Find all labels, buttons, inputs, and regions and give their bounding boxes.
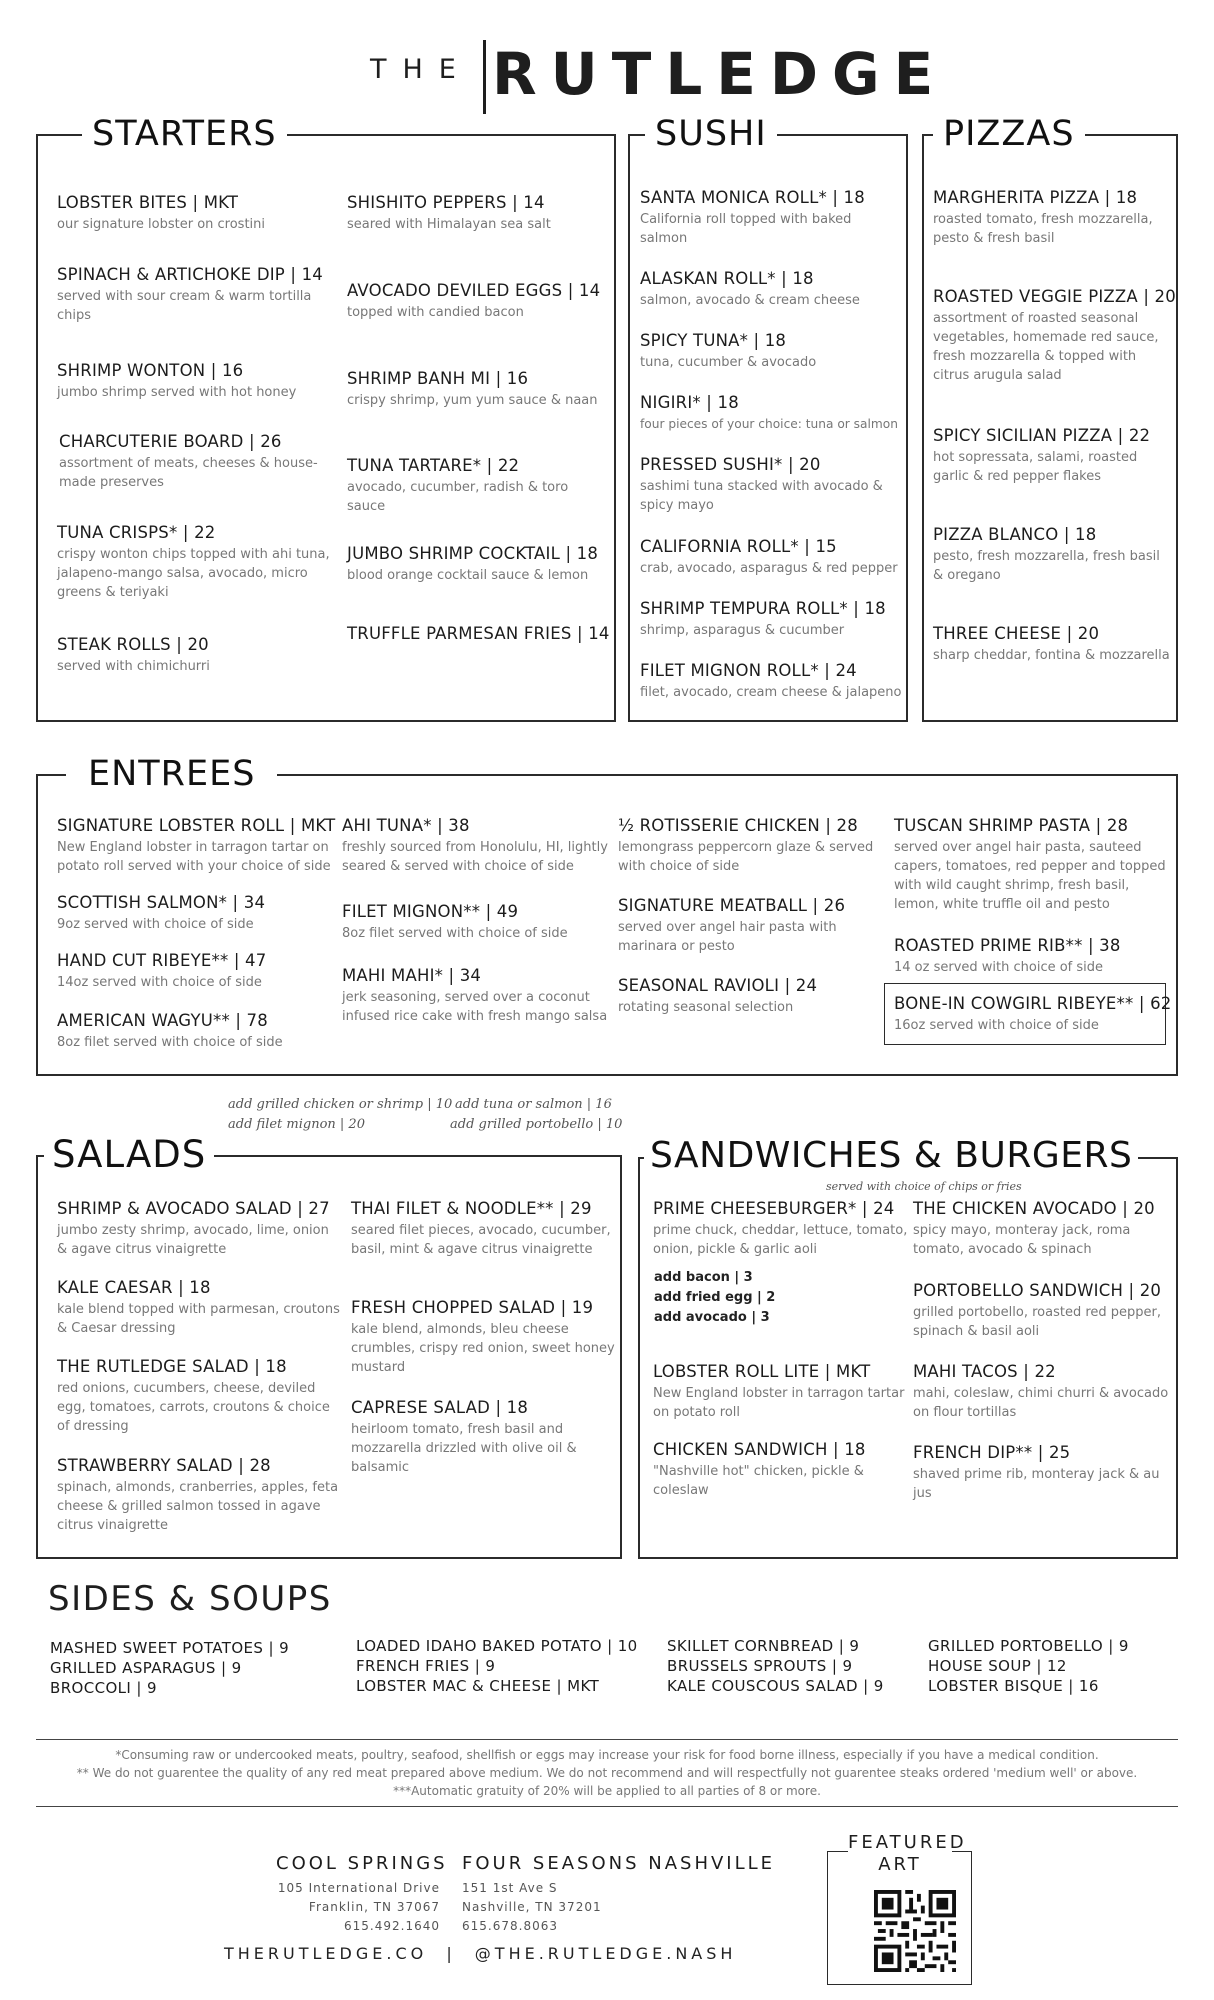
menu-item: SHRIMP BANH MI | 16 crispy shrimp, yum yum sauce & naan [347,369,598,408]
featured-art-title [848,1832,967,1876]
starters-title: STARTERS [82,114,287,154]
menu-item: SHRIMP WONTON | 16 jumbo shrimp served with hot honey [57,361,297,400]
addon-portobello: add grilled portobello | 10 [450,1117,623,1132]
menu-item: SANTA MONICA ROLL* | 18 California roll topped with baked salmon [640,188,865,246]
menu-item: TRUFFLE PARMESAN FRIES | 14 [347,624,610,643]
featured-art-line-2: ART [878,1854,922,1875]
side-item: LOADED IDAHO BAKED POTATO | 10 [356,1637,638,1655]
menu-item: AHI TUNA* | 38 freshly sourced from Honolulu, HI, lightly seared & served with choice of side [342,816,608,874]
menu-item: PRIME CHEESEBURGER* | 24 prime chuck, cheddar, lettuce, tomato, onion, pickle & garlic aoli [653,1199,908,1257]
sides-column-2 [356,1636,638,1696]
menu-item: SEASONAL RAVIOLI | 24 rotating seasonal selection [618,976,818,1015]
sides-title: SIDES & SOUPS [48,1579,332,1619]
menu-item: THE CHICKEN AVOCADO | 20 spicy mayo, monteray jack, roma tomato, avocado & spinach [913,1199,1155,1257]
location-address: 105 International Drive [277,1881,440,1895]
burger-addons [654,1268,804,1328]
location-cool-springs [276,1853,448,1936]
side-item: LOBSTER BISQUE | 16 [928,1677,1099,1695]
menu-item: FILET MIGNON ROLL* | 24 filet, avocado, cream cheese & jalapeno [640,661,902,700]
menu-item: SHRIMP TEMPURA ROLL* | 18 shrimp, asparagus & cucumber [640,599,886,638]
side-item: SKILLET CORNBREAD | 9 [667,1637,860,1655]
location-phone: 615.678.8063 [462,1919,558,1933]
location-title: COOL SPRINGS [276,1853,448,1874]
menu-item: TUSCAN SHRIMP PASTA | 28 served over angel hair pasta, sauteed capers, tomatoes, red pepper and topped with wild caught shrimp, fresh basil, lemon, white truffle oil and pesto [894,816,1166,912]
location-title: FOUR SEASONS NASHVILLE [462,1853,776,1874]
menu-item: CHARCUTERIE BOARD | 26 assortment of meats, cheeses & house-made preserves [59,432,318,490]
menu-item: ½ ROTISSERIE CHICKEN | 28 lemongrass peppercorn glaze & served with choice of side [618,816,874,874]
side-item: FRENCH FRIES | 9 [356,1657,496,1675]
sushi-title: SUSHI [645,114,777,154]
logo-name: RUTLEDGE [492,40,948,108]
side-item: GRILLED ASPARAGUS | 9 [50,1659,242,1677]
menu-item: JUMBO SHRIMP COCKTAIL | 18 blood orange cocktail sauce & lemon [347,544,599,583]
disclaimer-line-2: ** We do not guarentee the quality of any red meat prepared above medium. We do not recommend and will respectfully not guarentee steaks ordered 'medium well' or above. [76,1766,1138,1780]
menu-item: SPINACH & ARTICHOKE DIP | 14 served with sour cream & warm tortilla chips [57,265,323,323]
sandwiches-title: SANDWICHES & BURGERS [644,1135,1138,1177]
menu-item: SCOTTISH SALMON* | 34 9oz served with choice of side [57,893,266,932]
instagram-link[interactable]: @THE.RUTLEDGE.NASH [474,1944,737,1963]
entrees-title: ENTREES [66,754,277,794]
addon-chicken-shrimp: add grilled chicken or shrimp | 10 [228,1097,453,1112]
side-item: BROCCOLI | 9 [50,1679,157,1697]
menu-item: PRESSED SUSHI* | 20 sashimi tuna stacked with avocado & spicy mayo [640,455,883,513]
restaurant-logo [370,38,948,118]
menu-item: SIGNATURE LOBSTER ROLL | MKT New England lobster in tarragon tartar on potato roll served with your choice of side [57,816,336,874]
addon-filet: add filet mignon | 20 [228,1117,365,1132]
menu-item: TUNA CRISPS* | 22 crispy wonton chips topped with ahi tuna, jalapeno-mango salsa, avocado, micro greens & teriyaki [57,523,330,600]
disclaimer [36,1746,1178,1800]
sides-column-1 [50,1638,289,1698]
menu-item: SPICY SICILIAN PIZZA | 22 hot sopressata, salami, roasted garlic & red pepper flakes [933,426,1151,484]
menu-item: AMERICAN WAGYU** | 78 8oz filet served with choice of side [57,1011,283,1050]
pizzas-title: PIZZAS [933,114,1085,154]
side-item: GRILLED PORTOBELLO | 9 [928,1637,1129,1655]
footer-links [224,1944,736,1963]
addon-fried-egg: add fried egg | 2 [654,1290,776,1305]
location-four-seasons [462,1853,775,1936]
menu-item: CALIFORNIA ROLL* | 15 crab, avocado, asparagus & red pepper [640,537,898,576]
featured-art-line-1: FEATURED [848,1832,967,1853]
side-item: MASHED SWEET POTATOES | 9 [50,1639,290,1657]
location-phone: 615.492.1640 [344,1919,440,1933]
menu-item: ROASTED VEGGIE PIZZA | 20 assortment of roasted seasonal vegetables, homemade red sauce, fresh mozzarella & topped with citrus arugula salad [933,287,1176,383]
menu-item: LOBSTER BITES | MKT our signature lobster on crostini [57,193,266,232]
menu-item: HAND CUT RIBEYE** | 47 14oz served with choice of side [57,951,267,990]
menu-item: FRESH CHOPPED SALAD | 19 kale blend, almonds, bleu cheese crumbles, crispy red onion, sweet honey mustard [351,1298,615,1375]
menu-item: SPICY TUNA* | 18 tuna, cucumber & avocado [640,331,817,370]
menu-item: SHISHITO PEPPERS | 14 seared with Himalayan sea salt [347,193,551,232]
menu-item-featured: BONE-IN COWGIRL RIBEYE** | 62 16oz served with choice of side [894,994,1172,1033]
disclaimer-line-3: ***Automatic gratuity of 20% will be applied to all parties of 8 or more. [393,1784,821,1798]
sides-column-4 [928,1636,1129,1696]
menu-item: STRAWBERRY SALAD | 28 spinach, almonds, cranberries, apples, feta cheese & grilled salmon tossed in agave citrus vinaigrette [57,1456,339,1533]
qr-code-icon[interactable] [874,1890,956,1972]
menu-item: MAHI TACOS | 22 mahi, coleslaw, chimi churri & avocado on flour tortillas [913,1362,1169,1420]
menu-item: LOBSTER ROLL LITE | MKT New England lobster in tarragon tartar on potato roll [653,1362,905,1420]
website-link[interactable]: THERUTLEDGE.CO [224,1944,428,1963]
sandwiches-subtitle: served with choice of chips or fries [822,1180,1026,1193]
menu-item: THAI FILET & NOODLE** | 29 seared filet pieces, avocado, cucumber, basil, mint & agave citrus vinaigrette [351,1199,611,1257]
menu-item: ALASKAN ROLL* | 18 salmon, avocado & cream cheese [640,269,860,308]
addon-bacon: add bacon | 3 [654,1270,753,1285]
disclaimer-line-1: *Consuming raw or undercooked meats, poultry, seafood, shellfish or eggs may increase your risk for food borne illness, especially if you have a medical condition. [115,1748,1099,1762]
menu-item: SIGNATURE MEATBALL | 26 served over angel hair pasta with marinara or pesto [618,896,846,954]
location-address: 151 1st Ave S [462,1881,558,1895]
logo-the: THE [370,54,472,85]
side-item: BRUSSELS SPROUTS | 9 [667,1657,853,1675]
sides-column-3 [667,1636,884,1696]
menu-item: TUNA TARTARE* | 22 avocado, cucumber, radish & toro sauce [347,456,569,514]
addon-avocado: add avocado | 3 [654,1310,770,1325]
menu-item: STEAK ROLLS | 20 served with chimichurri [57,635,210,674]
side-item: HOUSE SOUP | 12 [928,1657,1067,1675]
divider-top [36,1739,1178,1740]
addon-tuna-salmon: add tuna or salmon | 16 [455,1097,612,1112]
menu-item: FILET MIGNON** | 49 8oz filet served with choice of side [342,902,568,941]
menu-item: MARGHERITA PIZZA | 18 roasted tomato, fresh mozzarella, pesto & fresh basil [933,188,1153,246]
menu-item: PIZZA BLANCO | 18 pesto, fresh mozzarella, fresh basil & oregano [933,525,1160,583]
menu-item: MAHI MAHI* | 34 jerk seasoning, served over a coconut infused rice cake with fresh mango salsa [342,966,608,1024]
divider-bottom [36,1806,1178,1807]
location-city: Franklin, TN 37067 [308,1900,440,1914]
menu-item: CAPRESE SALAD | 18 heirloom tomato, fresh basil and mozzarella drizzled with olive oil & balsamic [351,1398,577,1475]
side-item: LOBSTER MAC & CHEESE | MKT [356,1677,600,1695]
salads-title: SALADS [44,1134,214,1176]
menu-item: CHICKEN SANDWICH | 18 "Nashville hot" chicken, pickle & coleslaw [653,1440,866,1498]
menu-item: KALE CAESAR | 18 kale blend topped with parmesan, croutons & Caesar dressing [57,1278,340,1336]
menu-item: PORTOBELLO SANDWICH | 20 grilled portobello, roasted red pepper, spinach & basil aoli [913,1281,1162,1339]
logo-divider [483,40,486,114]
footer-separator: | [446,1944,456,1963]
menu-item: NIGIRI* | 18 four pieces of your choice: tuna or salmon [640,393,898,431]
menu-item: THREE CHEESE | 20 sharp cheddar, fontina & mozzarella [933,624,1170,663]
location-city: Nashville, TN 37201 [462,1900,602,1914]
menu-item: SHRIMP & AVOCADO SALAD | 27 jumbo zesty shrimp, avocado, lime, onion & agave citrus vinaigrette [57,1199,330,1257]
menu-item: FRENCH DIP** | 25 shaved prime rib, monteray jack & au jus [913,1443,1160,1501]
side-item: KALE COUSCOUS SALAD | 9 [667,1677,884,1695]
menu-item: ROASTED PRIME RIB** | 38 14 oz served with choice of side [894,936,1121,975]
menu-item: THE RUTLEDGE SALAD | 18 red onions, cucumbers, cheese, deviled egg, tomatoes, carrots, croutons & choice of dressing [57,1357,330,1434]
menu-item: AVOCADO DEVILED EGGS | 14 topped with candied bacon [347,281,601,320]
